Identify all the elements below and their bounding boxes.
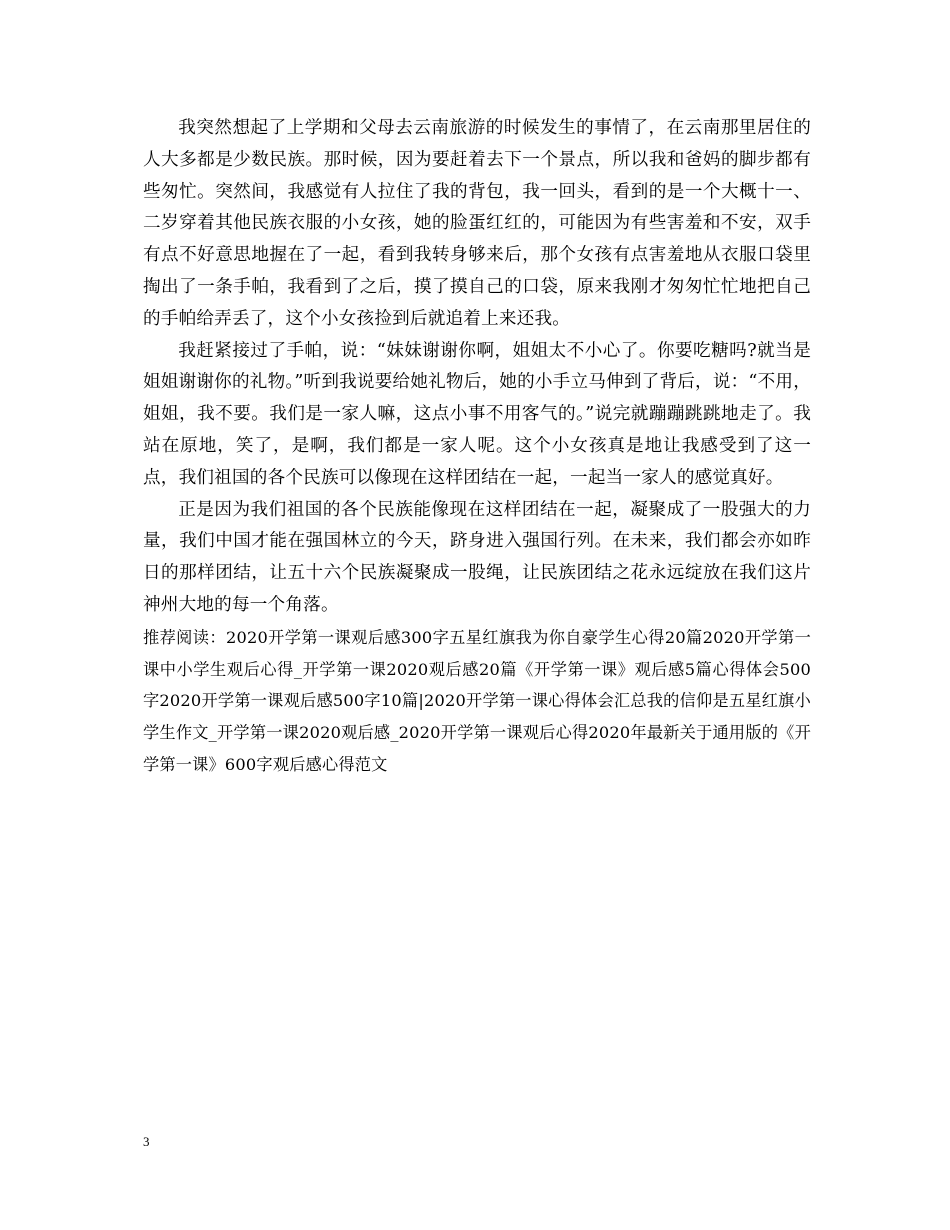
page-number: 3 (143, 1134, 150, 1149)
paragraph-1: 我突然想起了上学期和父母去云南旅游的时候发生的事情了，在云南那里居住的人大多都是少数民族。那时候，因为要赶着去下一个景点，所以我和爸妈的脚步都有些匆忙。突然间，我感觉有人拉住了我的背包，我一回头，看到的是一个大概十一、二岁穿着其他民族衣服的小女孩，她的脸蛋红红的，可能因为有些害羞和不安，双手有点不好意思地握在了一起，看到我转身够来后，那个女孩有点害羞地从衣服口袋里掏出了一条手帕，我看到了之后，摸了摸自己的口袋，原来我刚才匆匆忙忙地把自己的手帕给弄丢了，这个小女孩捡到后就追着上来还我。 (143, 118, 811, 329)
document-body (143, 113, 811, 781)
paragraph-2: 我赶紧接过了手帕，说：“妹妹谢谢你啊，姐姐太不小心了。你要吃糖吗?就当是姐姐谢谢你的礼物。”听到我说要给她礼物后，她的小手立马伸到了背后，说：“不用，姐姐，我不要。我们是一家人嘛，这点小事不用客气的。”说完就蹦蹦跳跳地走了。我站在原地，笑了，是啊，我们都是一家人呢。这个小女孩真是地让我感受到了这一点，我们祖国的各个民族可以像现在这样团结在一起，一起当一家人的感觉真好。 (143, 340, 811, 488)
recommended-reading: 推荐阅读：2020开学第一课观后感300字五星红旗我为你自豪学生心得20篇2020开学第一课中小学生观后心得_开学第一课2020观后感20篇《开学第一课》观后感5篇心得体会500字2020开学第一课观后感500字10篇|2020开学第一课心得体会汇总我的信仰是五星红旗小学生作文_开学第一课2020观后感_2020开学第一课观后心得2020年最新关于通用版的《开学第一课》600字观后感心得范文 (143, 627, 811, 774)
paragraph-3: 正是因为我们祖国的各个民族能像现在这样团结在一起，凝聚成了一股强大的力量，我们中国才能在强国林立的今天，跻身进入强国行列。在未来，我们都会亦如昨日的那样团结，让五十六个民族凝聚成一股绳，让民族团结之花永远绽放在我们这片神州大地的每一个角落。 (143, 499, 811, 615)
